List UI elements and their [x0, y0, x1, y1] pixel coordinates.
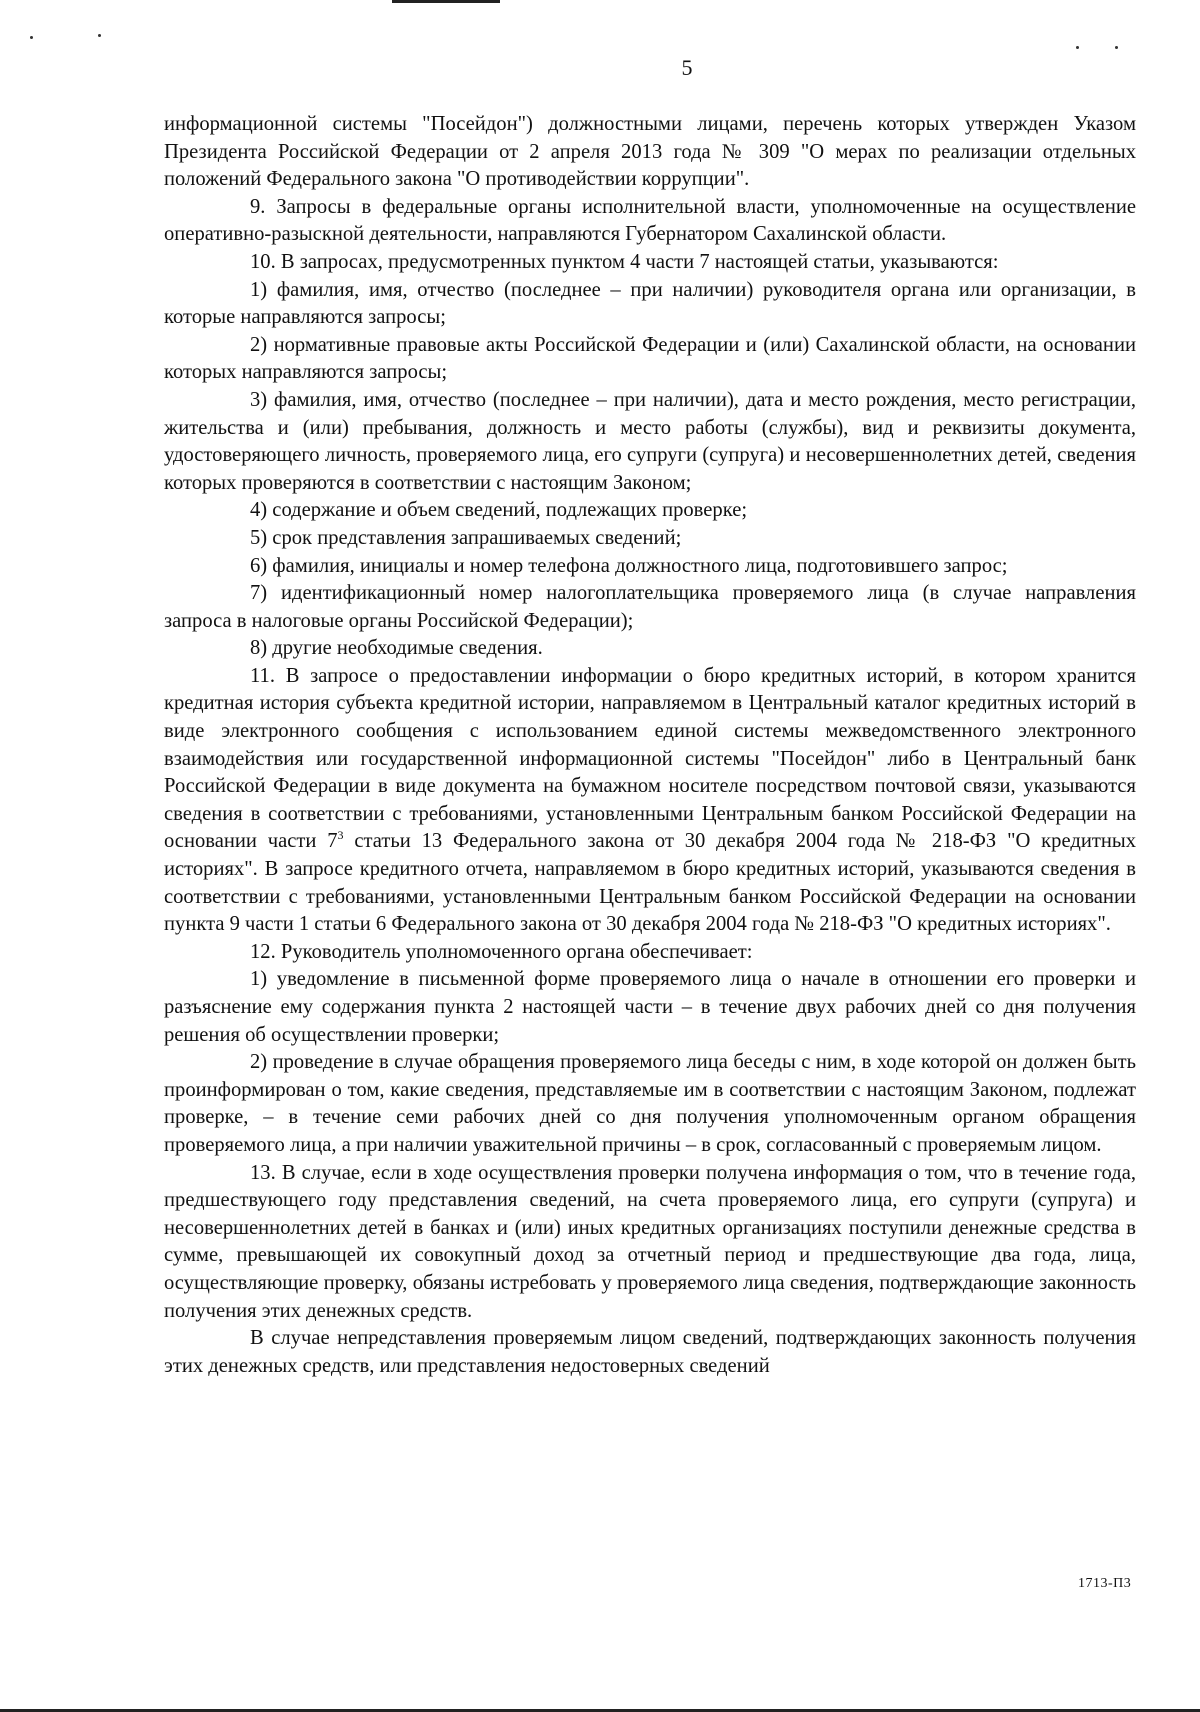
paragraph: 13. В случае, если в ходе осуществления проверки получена информация о том, что в течение года, предшествующего году представления сведений, на счета проверяемого лица, его супруги (супруга) и несовершеннолетних детей в банках и (или) иных кредитных организациях поступили денежные средства в сумме, превышающей их совокупный доход за отчетный период и предшествующие два года, лица, осуществляющие проверку, обязаны истребовать у проверяемого лица сведения, подтверждающие законность получения этих денежных средств. [164, 1161, 1136, 1322]
document-code: 1713-П3 [1078, 1576, 1132, 1591]
paragraph: 1) уведомление в письменной форме проверяемого лица о начале в отношении его проверки и разъяснение ему содержания пункта 2 настоящей части – в течение двух рабочих дней со дня получения решения об осуществлении проверки; [164, 968, 1136, 1046]
paragraph: 4) содержание и объем сведений, подлежащих проверке; [250, 499, 748, 522]
scan-speck [1115, 46, 1118, 49]
document-body [164, 111, 1136, 1380]
paragraph: 12. Руководитель уполномоченного органа обеспечивает: [250, 940, 753, 963]
top-edge-mark [392, 0, 500, 3]
paragraph: 9. Запросы в федеральные органы исполнительной власти, уполномоченные на осуществление оперативно-разыскной деятельности, направляются Губернатором Сахалинской области. [164, 195, 1136, 246]
scan-speck [1076, 46, 1079, 49]
paragraph: 10. В запросах, предусмотренных пунктом 4 части 7 настоящей статьи, указываются: [250, 250, 999, 273]
paragraph: 3) фамилия, имя, отчество (последнее – при наличии), дата и место рождения, место регистрации, жительства и (или) пребывания, должность и место работы (службы), вид и реквизиты документа, удостоверяющего личность, проверяемого лица, его супруги (супруга) и несовершеннолетних детей, сведения которых проверяются в соответствии с настоящим Законом; [164, 388, 1136, 494]
superscript: 3 [337, 828, 344, 843]
scan-speck [98, 34, 101, 37]
paragraph: 7) идентификационный номер налогоплательщика проверяемого лица (в случае направления запроса в налоговые органы Российской Федерации); [164, 582, 1136, 632]
paragraph-11-text: 11. В запросе о предоставлении информации о бюро кредитных историй, в котором хранится кредитная история субъекта кредитной истории, направляемом в Центральный каталог кредитных историй в виде электронного сообщения с использованием единой системы межведомственного электронного взаимодействия или государственной информационной системы "Посейдон" либо в Центральный банк Российской Федерации в виде документа на бумажном носителе посредством почтовой связи, указываются сведения в соответствии с требованиями, установленными Центральным банком Российской Федерации на основании части 7 [164, 664, 1136, 853]
page-number: 5 [681, 55, 693, 80]
paragraph-11-text-cont: статьи 13 Федерального закона от 30 декабря 2004 года № 218-ФЗ "О кредитных историях". В запросе кредитного отчета, направляемом в бюро кредитных историй, указываются сведения в соответствии с требованиями, установленными Центральным банком Российской Федерации на основании пункта 9 части 1 статьи 6 Федерального закона от 30 декабря 2004 года № 218-ФЗ "О кредитных историях". [164, 830, 1136, 936]
paragraph: 1) фамилия, имя, отчество (последнее – при наличии) руководителя органа или организации, в которые направляются запросы; [164, 278, 1136, 329]
paragraph: 2) проведение в случае обращения проверяемого лица беседы с ним, в ходе которой он должен быть проинформирован о том, какие сведения, представляемые им в соответствии с настоящим Законом, подлежат проверке, – в течение семи рабочих дней со дня получения уполномоченным органом обращения проверяемого лица, а при наличии уважительной причины – в срок, согласованный с проверяемым лицом. [164, 1051, 1136, 1156]
paragraph: 8) другие необходимые сведения. [250, 637, 543, 660]
paragraph-11 [164, 663, 1136, 939]
paragraph: информационной системы "Посейдон") должностными лицами, перечень которых утвержден Указом Президента Российской Федерации от 2 апреля 2013 года № 309 "О мерах по реализации отдельных положений Федерального закона "О противодействии коррупции". [164, 113, 1136, 191]
paragraph: 6) фамилия, инициалы и номер телефона должностного лица, подготовившего запрос; [250, 554, 1008, 577]
paragraph: В случае непредставления проверяемым лицом сведений, подтверждающих законность получения этих денежных средств, или представления недостоверных сведений [164, 1327, 1136, 1377]
paragraph: 2) нормативные правовые акты Российской Федерации и (или) Сахалинской области, на основании которых направляются запросы; [164, 333, 1136, 384]
scan-speck [30, 36, 33, 39]
paragraph: 5) срок представления запрашиваемых сведений; [250, 526, 682, 549]
